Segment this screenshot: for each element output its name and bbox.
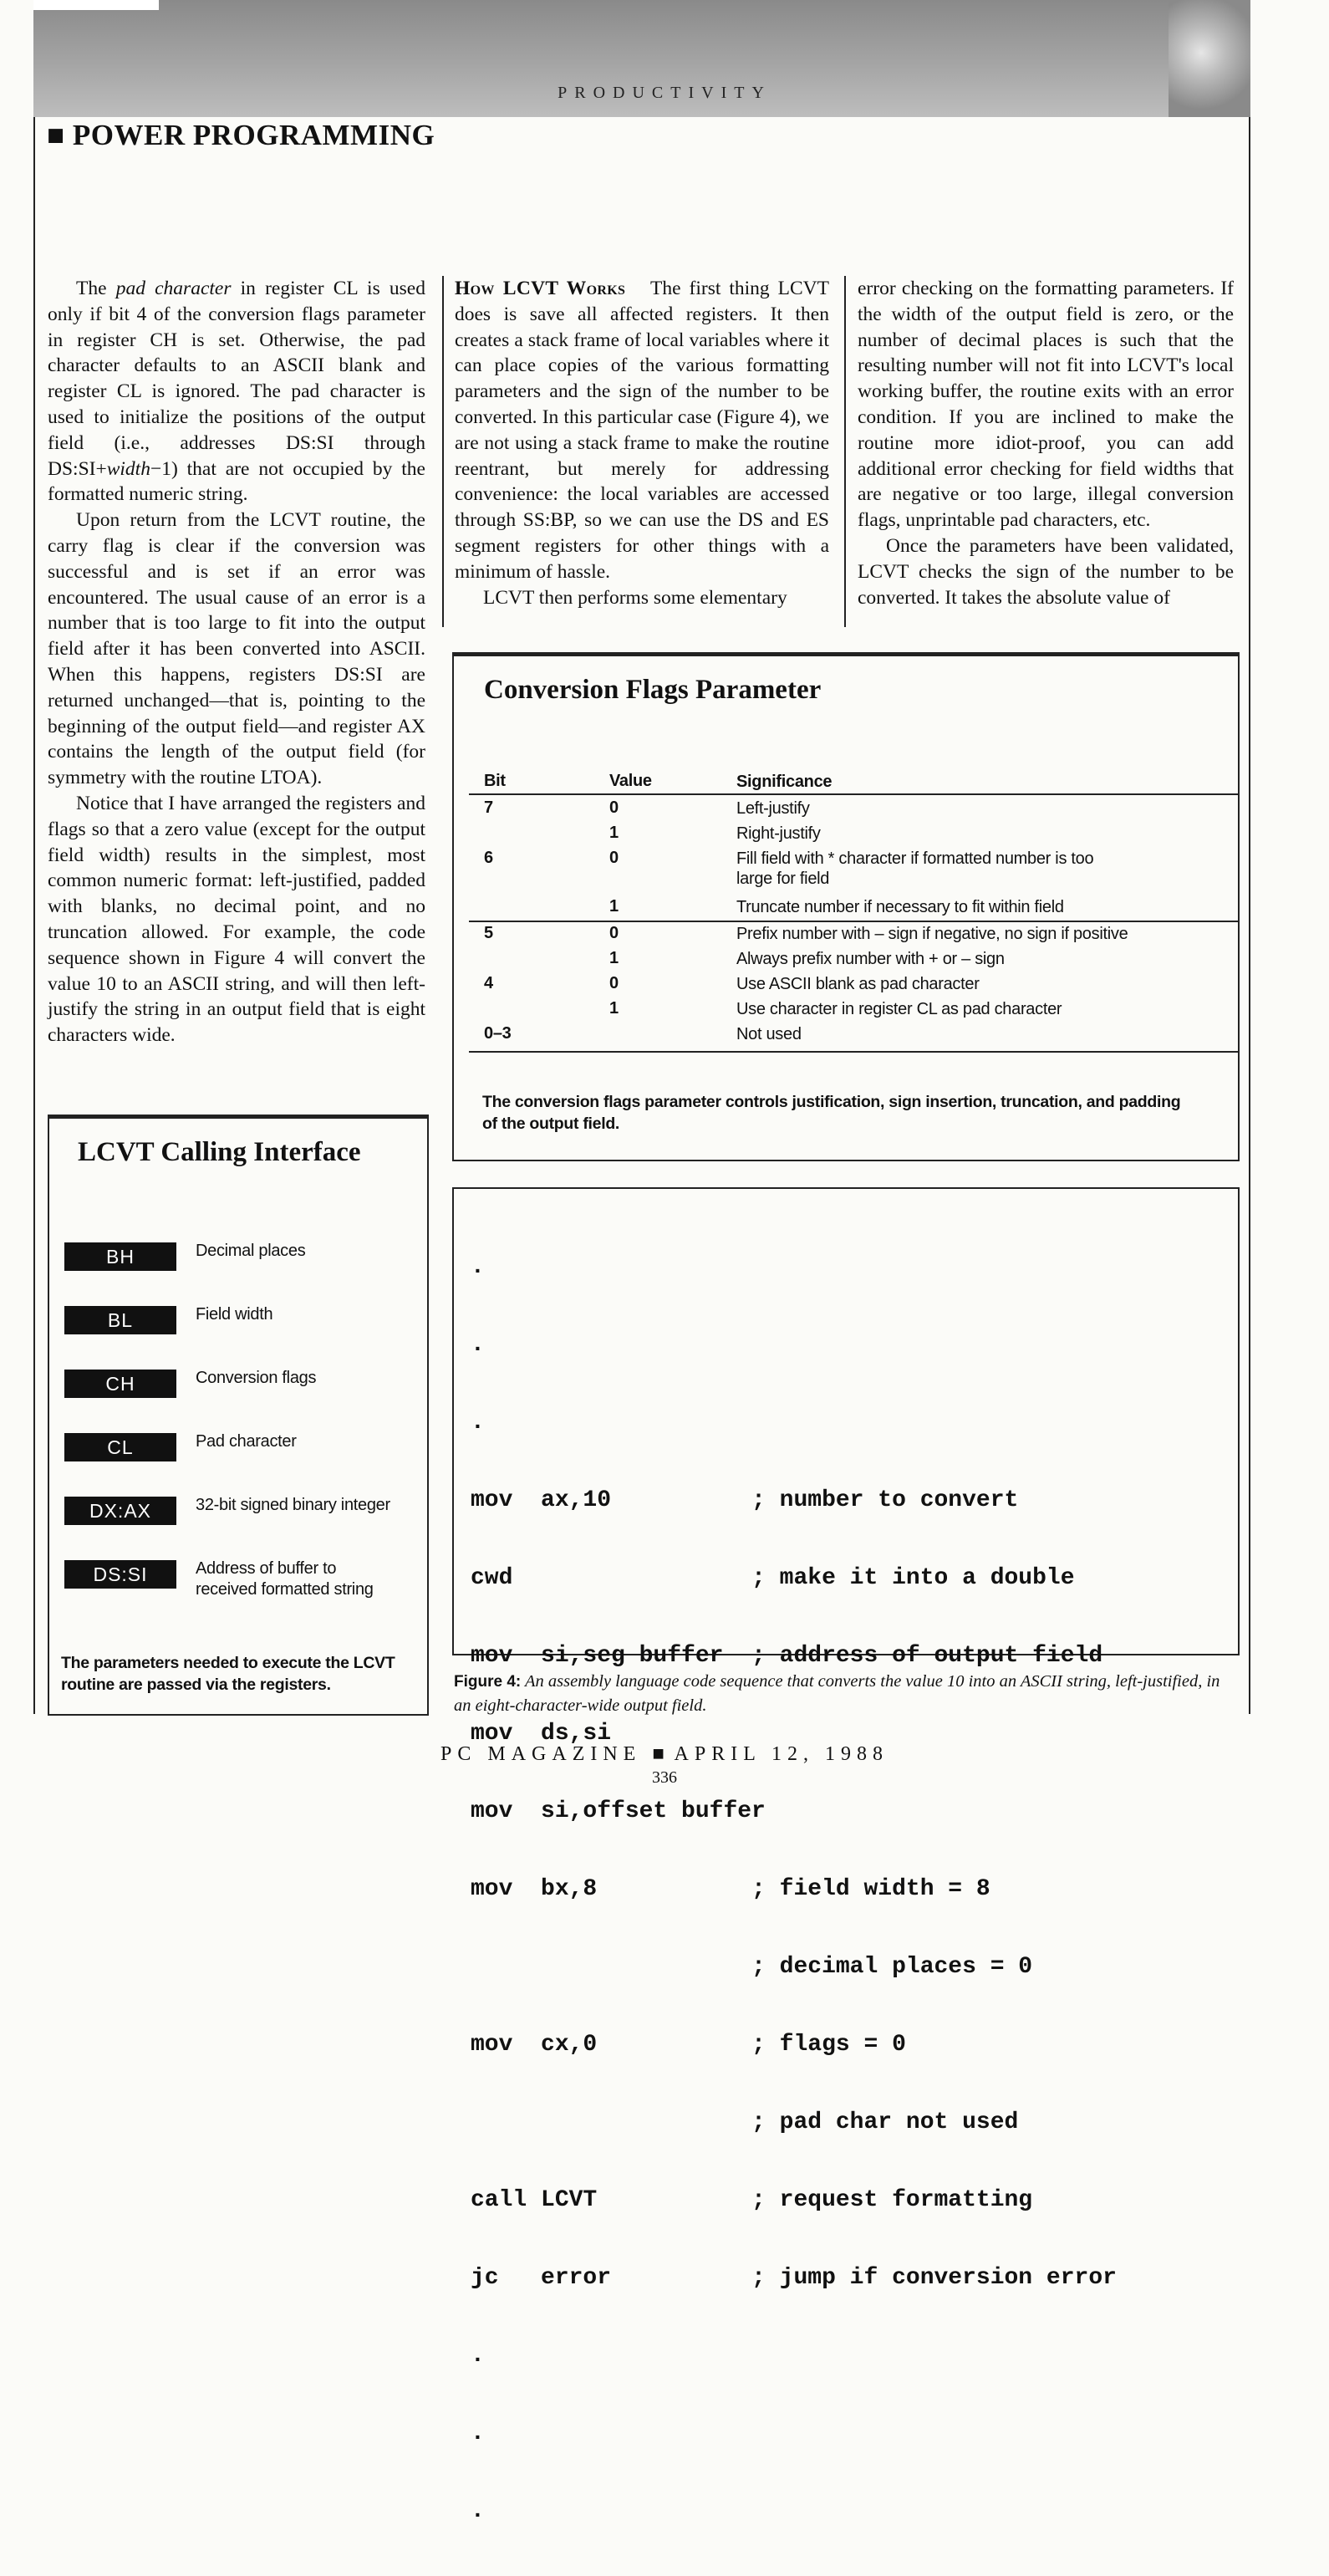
register-chip: DS:SI	[64, 1560, 176, 1589]
register-description: Address of buffer to received formatted string	[196, 1559, 374, 1599]
page-number: 336	[652, 1768, 677, 1787]
column-rule-2	[844, 276, 846, 627]
register-chip: CH	[64, 1370, 176, 1398]
right-rule	[1249, 117, 1250, 1714]
paragraph: error checking on the formatting parameters. If the width of the output field is zero, or the number of decimal places is such that the resulting number will not fit into LCVT's local working buffer, the routine exits with an error condition. If you are inclined to make the routine more idiot-proof, you can add additional error checking for field widths that are negative or too large, illegal conversion flags, unprintable pad characters, etc.	[858, 278, 1234, 532]
figure-caption-text: An assembly language code sequence that converts the value 10 into an ASCII string, left-justified, in an eight-character-wide output field.	[454, 1672, 1220, 1715]
code-line: cwd ; make it into a double	[471, 1565, 1075, 1591]
paragraph: Upon return from the LCVT routine, the carry flag is clear if the conversion was successful and is set if an error was encountered. The usual cause of an error is a number that is too large to fit into the output field after it has been converted into ASCII. When this happens, registers DS:SI are returned unchanged—that is, pointing to the beginning of the output field—and register AX contains the length of the output field (for symmetry with the routine LTOA).	[48, 509, 425, 789]
register-description: Conversion flags	[196, 1369, 317, 1387]
banner-notch	[33, 0, 159, 10]
paragraph: Notice that I have arranged the registers and flags so that a zero value (except for the output field width) results in the simplest, most common numeric format: left-justified, padded with blanks, no decimal point, and no truncation allowed. For example, the code sequence shown in Figure 4 will convert the value 10 to an ASCII string, and will then left-justify the string in an output field that is eight characters wide.	[48, 792, 425, 1047]
page-footer	[0, 1743, 1329, 1766]
left-rule	[33, 117, 35, 1714]
table-bottom-rule	[469, 1051, 1238, 1053]
code-line: mov ax,10 ; number to convert	[471, 1487, 1019, 1513]
column-heading	[47, 119, 435, 152]
code-line: .	[471, 1332, 485, 1358]
section-runin-heading: How LCVT Works	[455, 278, 626, 299]
register-description: Pad character	[196, 1432, 297, 1451]
article-column-1	[48, 276, 425, 1048]
paragraph: Once the parameters have been validated, LCVT checks the sign of the number to be converted. It takes the absolute value of	[858, 534, 1234, 609]
code-line: mov si,seg buffer ; address of output field	[471, 1643, 1103, 1669]
code-listing	[471, 1202, 1117, 2576]
heading-text: POWER PROGRAMMING	[72, 119, 435, 151]
heading-bullet: ■	[47, 119, 65, 151]
register-description: Decimal places	[196, 1242, 306, 1260]
article-column-2	[455, 276, 829, 610]
table-row: 5 0 Prefix number with – sign if negative, no sign if positive	[469, 921, 1238, 924]
code-line: .	[471, 2420, 485, 2446]
header-significance: Significance	[736, 773, 833, 791]
table-header	[469, 768, 1238, 795]
code-line: mov bx,8 ; field width = 8	[471, 1876, 990, 1902]
article-column-3	[858, 276, 1234, 610]
paragraph: The pad character in register CL is used only if bit 4 of the conversion flags parameter in register CH is set. Otherwise, the pad character defaults to an ASCII blank and register CL is ignored. The pad character is used to initialize the positions of the output field (i.e., addresses DS:SI through DS:SI+width−1) that are not occupied by the formatted numeric string.	[48, 278, 425, 506]
register-chip: DX:AX	[64, 1497, 176, 1525]
code-line: mov ds,si	[471, 1721, 612, 1747]
box-title: Conversion Flags Parameter	[484, 675, 822, 705]
paragraph: How LCVT Works The first thing LCVT does is save all affected registers. It then creates a stack frame of local variables where it can place copies of the various formatting parameters and the sign of the number to be converted. In this particular case (Figure 4), we are not using a stack frame to make the routine reentrant, but merely for addressing convenience: the local variables are accessed through SS:BP, so we can use the DS and ES segment registers for other things with a minimum of hassle.	[455, 278, 829, 583]
code-line: .	[471, 1254, 485, 1280]
code-line: ; pad char not used	[471, 2109, 1019, 2135]
code-line: mov si,offset buffer	[471, 1798, 766, 1824]
code-line: .	[471, 2343, 485, 2369]
box-caption: The conversion flags parameter controls justification, sign insertion, truncation, and padding of the output field.	[482, 1093, 1181, 1133]
code-line: jc error ; jump if conversion error	[471, 2265, 1117, 2291]
register-description: 32-bit signed binary integer	[196, 1496, 390, 1514]
calling-interface-box	[48, 1115, 429, 1716]
box-caption: The parameters needed to execute the LCVT routine are passed via the registers.	[61, 1654, 395, 1694]
code-line: ; decimal places = 0	[471, 1954, 1033, 1980]
figure-caption	[454, 1670, 1231, 1718]
code-line: call LCVT ; request formatting	[471, 2187, 1033, 2213]
column-rule-1	[442, 276, 444, 627]
issue-date: APRIL 12, 1988	[674, 1743, 889, 1765]
code-line: mov cx,0 ; flags = 0	[471, 2032, 906, 2058]
section-label: PRODUCTIVITY	[558, 84, 771, 102]
header-bit: Bit	[484, 772, 506, 790]
register-description: Field width	[196, 1305, 273, 1324]
register-chip: CL	[64, 1433, 176, 1461]
magazine-name: PC MAGAZINE	[440, 1743, 642, 1765]
footer-separator: ■	[652, 1743, 664, 1765]
code-line: .	[471, 1410, 485, 1436]
paragraph: LCVT then performs some elementary	[483, 586, 787, 609]
register-chip: BL	[64, 1306, 176, 1334]
code-line: .	[471, 2498, 485, 2524]
header-value: Value	[609, 772, 652, 790]
register-chip: BH	[64, 1242, 176, 1271]
conversion-flags-box: Conversion Flags Parameter Bit Value Significance 7 0 Left-justify 1 Right-justify 6 0 Fill field with * character if formatted number is too large for field 1 Truncate number if necessary to fit within field 5 0 Prefix number with – sign if negative, no sign if positive 1 Always prefix number with + or – sign 4 0 Use ASCII blank as pad character 1 Use character in register CL as pad character 0–3 Not used The conversion flags parameter controls justification, sign insertion, truncation, and padding of the output field.	[452, 652, 1240, 1161]
figure-label: Figure 4:	[454, 1673, 522, 1691]
box-title: LCVT Calling Interface	[78, 1137, 361, 1167]
